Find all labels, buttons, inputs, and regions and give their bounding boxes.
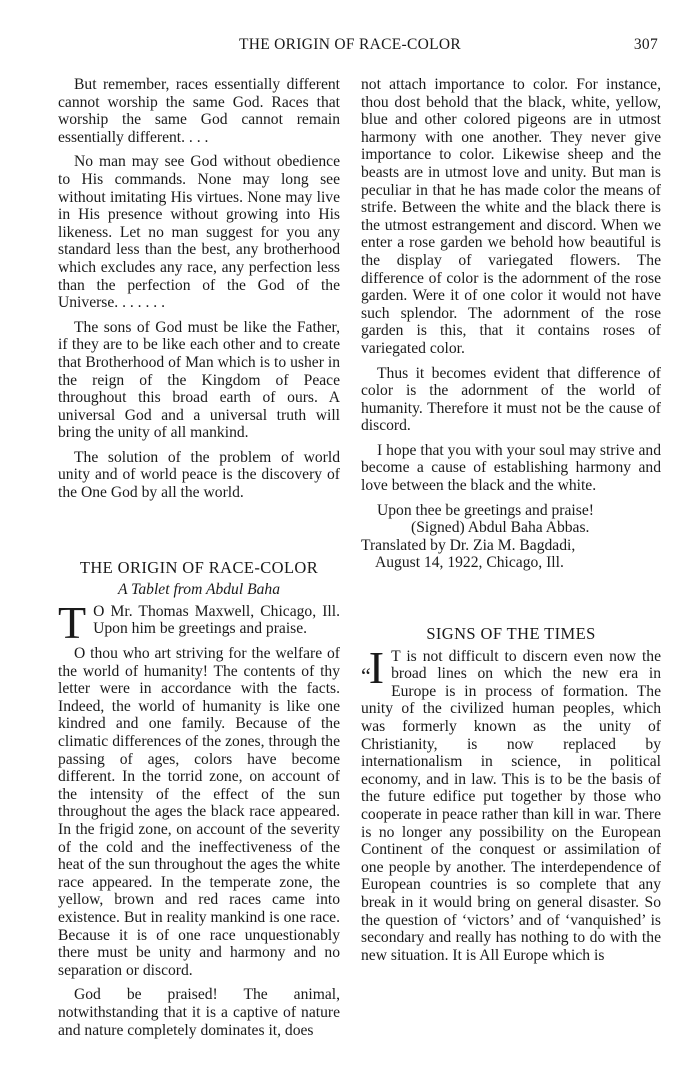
article-title-signs-of-the-times: SIGNS OF THE TIMES (426, 624, 596, 644)
page-header (0, 36, 700, 58)
closing-line: Upon thee be greetings and praise! (377, 501, 594, 519)
intro-paragraph: No man may see God without obedience to His commands. None may long see without imitating His virtues. None may live in His presence without growing into His likeness. Let no man suggest for you any standard less than the best, any brotherhood which excludes any race, any perfection less than the perfection of the God of the Universe. . . . . . . (58, 153, 340, 312)
left-column (58, 76, 340, 1046)
drop-cap-letter: I (368, 641, 385, 693)
article-title-origin-of-race-color: THE ORIGIN OF RACE-COLOR (79, 557, 319, 577)
intro-paragraph: But remember, races essentially different cannot worship the same God. Races that worship the same God cannot remain essentially different. . . . (58, 76, 340, 146)
tablet-paragraph: O thou who art striving for the welfare of the world of humanity! The contents of thy letter were in accordance with the facts. Indeed, the world of humanity is like one kindred and one family. Because of the climatic differences of the zones, through the passing of ages, colors have become different. In the torrid zone, on account of the intensity of the effect of the sun throughout the ages the black race appeared. In the frigid zone, on account of the severity of the cold and the ineffectiveness of the heat of the sun throughout the ages the white race appeared. In the temperate zone, the yellow, brown and red races came into existence. But in reality mankind is one race. Because it is of one race unquestionably there must be unity and harmony and no separation or discord. (58, 645, 340, 979)
tablet-paragraph: Thus it becomes evident that difference of color is the adornment of the world of humanity. Therefore it must not be the cause of discord. (361, 364, 661, 435)
quote-mark: “ (361, 662, 369, 688)
signs-text: T is not difficult to discern even now the broad lines on which the new era in Europe is in process of formation. The unity of the civilized human peoples, which was formerly known as the unity of Christianity, is now replaced by internationalism in science, in political economy, and in law. This is to be the basis of the future edifice put together by those who cooperate in peace rather than kill in war. There is no longer any possibility on the European Continent of the conquest or assimilation of one people by another. The interdependence of European countries is so complete that any break in it would bring on general disaster. So the question of ‘victors’ and of ‘vanquished’ is secondary and really has nothing to do with the new situation. It is All Europe which is (361, 647, 661, 964)
drop-cap: T (58, 596, 87, 648)
salutation-paragraph (58, 596, 340, 648)
intro-paragraph: The sons of God must be like the Father, if they are to be like each other and to create that Brotherhood of Man which is to usher in the reign of the Kingdom of Peace throughout this broad earth of ours. A universal God and a universal truth will bring the unity of all mankind. (58, 318, 340, 442)
signs-paragraph (361, 641, 661, 965)
translation-date: August 14, 1922, Chicago, Ill. (375, 554, 564, 572)
continued-paragraph: not attach importance to color. For instance, thou dost behold that the black, white, yellow, blue and other colored pigeons are in utmost harmony with one another. They never give importance to color. Likewise sheep and the beasts are in utmost love and unity. But man is peculiar in that he has made color the means of strife. Between the white and the black there is the utmost estrangement and discord. When we enter a rose garden we behold how beautiful is the display of variegated flowers. The difference of color is the adornment of the rose garden. Were it of one color it would not have such splendor. The adornment of the rose garden is this, that it contains roses of variegated color. (361, 76, 661, 357)
intro-paragraph: The solution of the problem of world unity and of world peace is the discovery of the One God by all the world. (58, 448, 340, 502)
tablet-paragraph: I hope that you with your soul may strive and become a cause of establishing harmony and love between the black and the white. (361, 441, 661, 495)
article-subtitle: A Tablet from Abdul Baha (117, 581, 281, 599)
drop-cap (361, 641, 385, 693)
page-number: 307 (633, 36, 658, 53)
right-column (361, 76, 661, 971)
running-title: THE ORIGIN OF RACE-COLOR (238, 36, 462, 53)
tablet-paragraph: God be praised! The animal, notwithstanding that it is a captive of nature and nature completely dominates it, does (58, 986, 340, 1039)
salutation-text: O Mr. Thomas Maxwell, Chicago, Ill. Upon him be greetings and praise. (93, 602, 340, 638)
translator-line: Translated by Dr. Zia M. Bagdadi, (361, 536, 576, 554)
signature-line: (Signed) Abdul Baha Abbas. (411, 519, 590, 537)
